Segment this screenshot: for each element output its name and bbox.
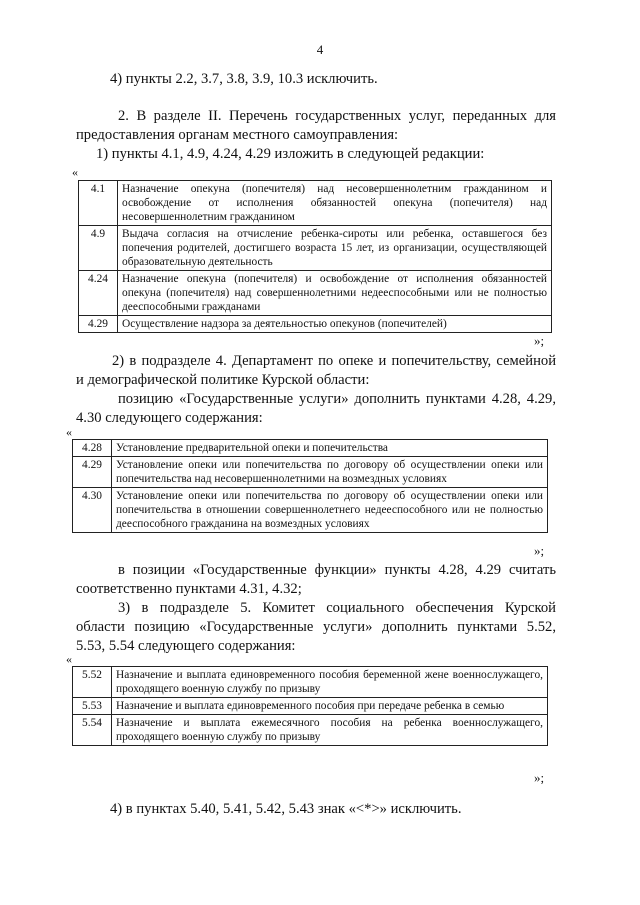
item-text: Назначение и выплата единовременного пособия при передаче ребенка в семью xyxy=(112,698,548,715)
subitem-2-position: позицию «Государственные услуги» дополнить пунктами 4.28, 4.29, xyxy=(118,391,556,407)
item-number: 5.54 xyxy=(73,715,112,746)
item-number: 5.52 xyxy=(73,667,112,698)
item-number: 4.24 xyxy=(79,271,118,316)
table-row xyxy=(73,698,548,715)
subitem-3: 3) в подразделе 5. Комитет социального обеспечения Курской xyxy=(118,600,556,616)
quote-close-2: »; xyxy=(534,543,545,558)
item-text: Назначение опекуна (попечителя) над несовершеннолетним гражданином и освобождение от исполнения обязанностей опекуна (попечителя) над несовершеннолетним гражданином xyxy=(118,181,552,226)
item-text: Назначение и выплата единовременного пособия беременной жене военнослужащего, проходящего военную службу по призыву xyxy=(112,667,548,698)
quote-close-3: »; xyxy=(534,770,545,785)
subitem-3-cont: области позицию «Государственные услуги» дополнить пунктами 5.52, xyxy=(76,619,556,635)
item-number: 5.53 xyxy=(73,698,112,715)
subitem-2-position-cont: 4.30 следующего содержания: xyxy=(76,410,263,426)
table-row xyxy=(73,440,548,457)
item-text: Установление предварительной опеки и попечительства xyxy=(112,440,548,457)
table-3 xyxy=(72,666,548,746)
table-row xyxy=(79,226,552,271)
page-number: 4 xyxy=(316,42,324,57)
quote-open-1: « xyxy=(72,165,78,179)
item-number: 4.29 xyxy=(79,316,118,333)
table-row xyxy=(73,715,548,746)
item-number: 4.30 xyxy=(73,488,112,533)
table-1 xyxy=(78,180,552,333)
subitem-2-cont: и демографической политике Курской области: xyxy=(76,372,370,388)
item-text: Назначение и выплата ежемесячного пособия на ребенка военнослужащего, проходящего военную службу по призыву xyxy=(112,715,548,746)
quote-open-2: « xyxy=(66,425,72,439)
subitem-3-cont2: 5.53, 5.54 следующего содержания: xyxy=(76,638,296,654)
section-2-heading: 2. В разделе II. Перечень государственных услуг, переданных для xyxy=(118,108,556,124)
item-number: 4.1 xyxy=(79,181,118,226)
table-row xyxy=(73,457,548,488)
item-number: 4.29 xyxy=(73,457,112,488)
table-row xyxy=(79,181,552,226)
table-row xyxy=(79,316,552,333)
item-text: Осуществление надзора за деятельностью опекунов (попечителей) xyxy=(118,316,552,333)
subitem-4: 4) в пунктах 5.40, 5.41, 5.42, 5.43 знак «<*>» исключить. xyxy=(110,801,462,817)
quote-open-3: « xyxy=(66,652,72,666)
functions-renumber-cont: соответственно пунктами 4.31, 4.32; xyxy=(76,581,302,597)
table-2 xyxy=(72,439,548,533)
subitem-2: 2) в подразделе 4. Департамент по опеке и попечительству, семейной xyxy=(112,353,556,369)
table-row xyxy=(79,271,552,316)
quote-close-1: »; xyxy=(534,333,545,348)
subitem-1: 1) пункты 4.1, 4.9, 4.24, 4.29 изложить в следующей редакции: xyxy=(96,146,485,162)
item-text: Выдача согласия на отчисление ребенка-сироты или ребенка, оставшегося без попечения родителей, достигшего возраста 15 лет, из организации, осуществляющей образовательную деятельность xyxy=(118,226,552,271)
item-text: Установление опеки или попечительства по договору об осуществлении опеки или попечительства в отношении совершеннолетнего недееспособного или не полностью дееспособного гражданина на возмездных условиях xyxy=(112,488,548,533)
item-number: 4.9 xyxy=(79,226,118,271)
item-text: Назначение опекуна (попечителя) и освобождение от исполнения обязанностей опекуна (попечителя) над совершеннолетними недееспособными или не полностью дееспособными гражданами xyxy=(118,271,552,316)
item-4-delete-points: 4) пункты 2.2, 3.7, 3.8, 3.9, 10.3 исключить. xyxy=(110,71,378,87)
item-number: 4.28 xyxy=(73,440,112,457)
table-row xyxy=(73,667,548,698)
item-text: Установление опеки или попечительства по договору об осуществлении опеки или попечительства над несовершеннолетними на возмездных условиях xyxy=(112,457,548,488)
section-2-heading-cont: предоставления органам местного самоуправления: xyxy=(76,127,399,143)
functions-renumber: в позиции «Государственные функции» пункты 4.28, 4.29 считать xyxy=(118,562,556,578)
table-row xyxy=(73,488,548,533)
